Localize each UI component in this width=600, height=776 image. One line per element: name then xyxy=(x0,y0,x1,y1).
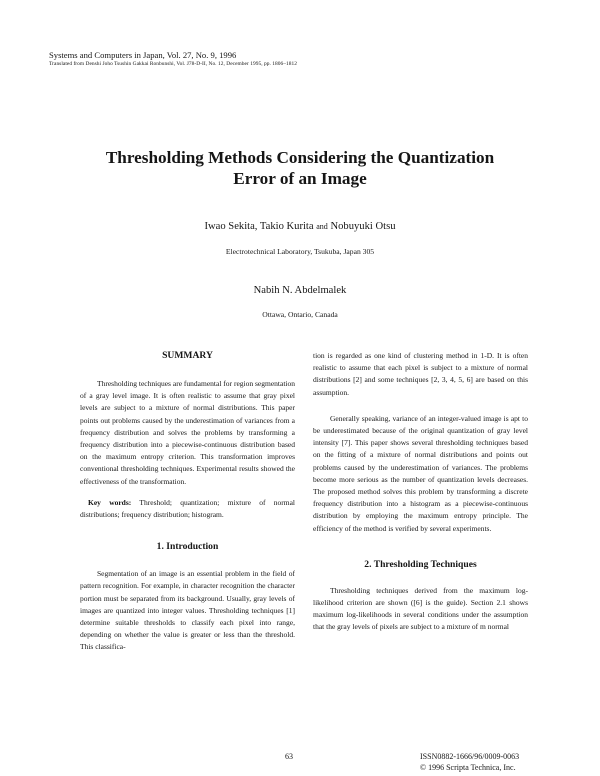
copyright: © 1996 Scripta Technica, Inc. xyxy=(420,763,516,772)
intro-body: Segmentation of an image is an essential problem in the field of pattern recognition. For example, in character recognition the character portion must be separated from its background. Usually, gray levels of images are quantized into integer values. Thresholding techniques [1] determine suitable thresholds to classify each pixel into range, depending on whether the value is greater or less than the threshold. This classifica- xyxy=(80,569,295,652)
journal-header xyxy=(49,50,569,68)
left-column xyxy=(80,350,295,654)
affiliation-1: Electrotechnical Laboratory, Tsukuba, Japan 305 xyxy=(225,247,375,256)
issn: ISSN0882-1666/96/0009-0063 xyxy=(420,752,520,761)
section-2-body: Thresholding techniques derived from the maximum log-likelihood criterion are shown ([6] is the guide). Section 2.1 shows maximum log-likelihoods in several conditions under the assumption that the gray levels of pixels are subject to a mixture of m normal xyxy=(313,585,528,632)
translation-note: Translated from Denshi Joho Tsushin Gakkai Ronbunshi, Vol. J78-D-II, No. 12, December 1995, pp. 1806–1812 xyxy=(49,61,297,67)
author-2: Nabih N. Abdelmalek xyxy=(253,285,347,296)
title-line-2: Error of an Image xyxy=(233,169,367,188)
summary-body: Thresholding techniques are fundamental for region segmentation of a gray level image. It is often realistic to assume that gray pixel levels are subject to a mixture of normal distributions. This paper points out problems caused by the underestimation of variances from a frequency distribution and solves the problems by transforming a frequency distribution into a piecewise-continuous distribution based on the maximum entropy criterion. This transformation improves conventional thresholding techniques. Experimental results showed the effectiveness of the transformation. xyxy=(80,379,295,486)
intro-paragraph-2: Generally speaking, variance of an integer-valued image is apt to be underestimated because of the original quantization of gray level intensity [7]. This paper shows several thresholding techniques based on the fitting of a mixture of normal distributions and points out problems caused by the underestimation of variances. The problems become more serious as the number of quantization levels decreases. The proposed method solves this problem by transforming a discrete frequency distribution into a histogram as a piecewise-continuous distribution by employing the maximum entropy principle. The efficiency of the method is verified by several experiments. xyxy=(313,413,528,533)
keywords-list: Threshold; quantization; mixture of normal distributions; frequency distribution; histogram. xyxy=(80,497,295,520)
summary-heading: SUMMARY xyxy=(162,350,213,361)
author-names-first: Iwao Sekita, Takio Kurita xyxy=(204,221,314,232)
intro-continued: tion is regarded as one kind of clustering method in 1-D. It is often realistic to assume that each pixel is subject to a mixture of normal distributions [2] and some techniques [2, 3, 4, 5, 6] are based on this assumption. xyxy=(313,351,528,397)
intro-heading: 1. Introduction xyxy=(156,541,219,553)
author-conjunction: and xyxy=(316,222,328,231)
title-line-1: Thresholding Methods Considering the Quantization xyxy=(105,148,495,167)
section-2-heading: 2. Thresholding Techniques xyxy=(364,558,477,570)
journal-citation: Systems and Computers in Japan, Vol. 27, No. 9, 1996 xyxy=(49,50,237,60)
keywords xyxy=(80,497,295,521)
author-list xyxy=(0,220,600,233)
author-names-last: Nobuyuki Otsu xyxy=(330,221,396,232)
affiliation-2: Ottawa, Ontario, Canada xyxy=(262,310,338,319)
page-number: 63 xyxy=(285,752,293,761)
keywords-label: Key words: xyxy=(88,497,132,507)
right-column xyxy=(313,350,528,634)
paper-title xyxy=(40,147,560,189)
